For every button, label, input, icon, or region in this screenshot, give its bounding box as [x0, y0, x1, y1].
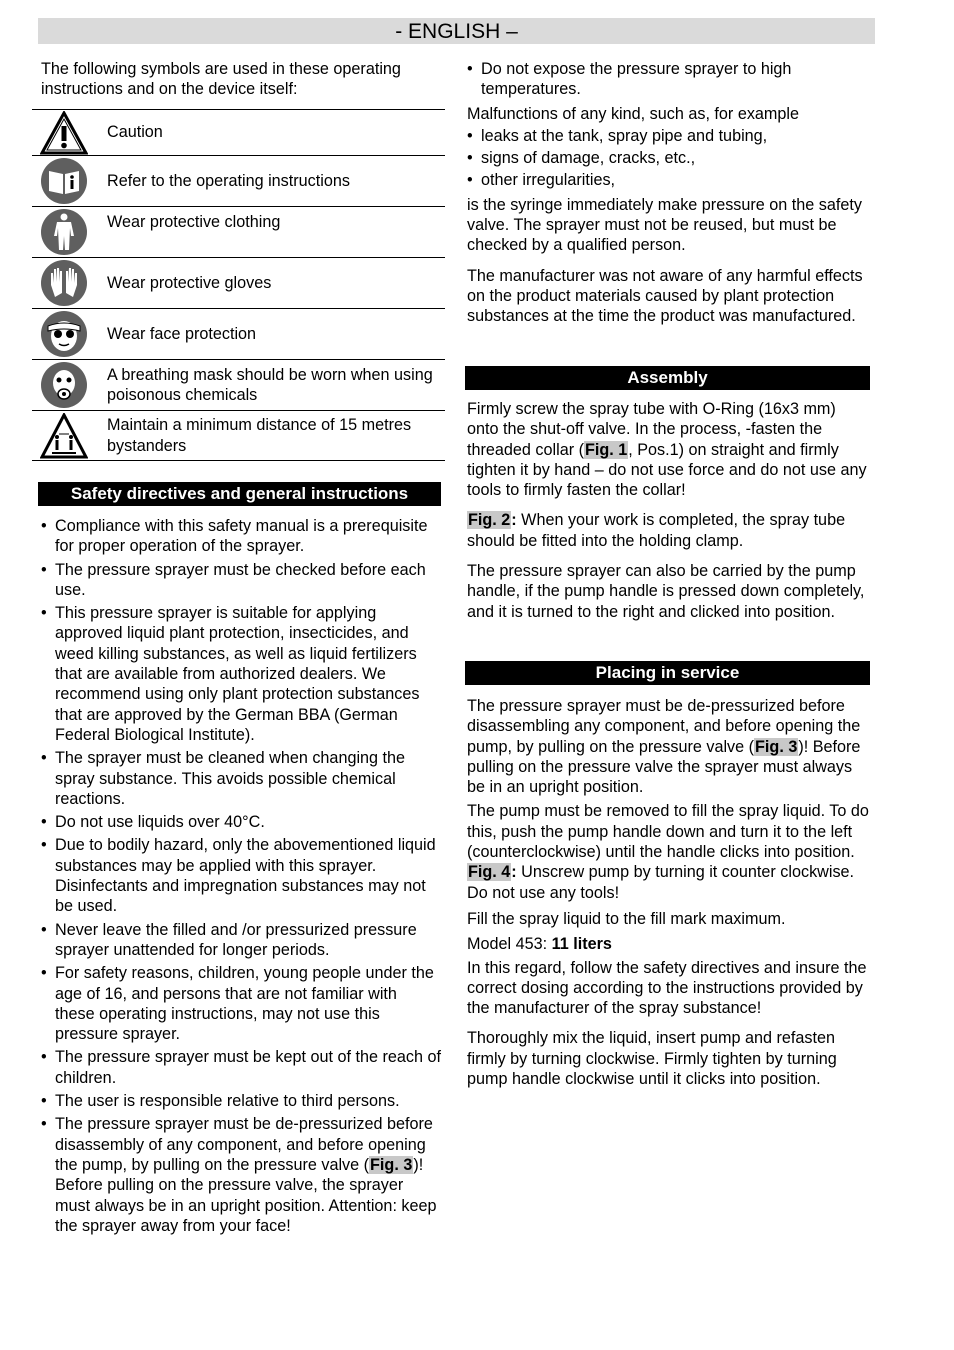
figure-reference: Fig. 2 [468, 511, 511, 530]
symbol-row-distance [32, 411, 445, 461]
symbol-row-instructions [32, 156, 445, 207]
operating-instructions-icon [32, 157, 96, 205]
safety-section [38, 482, 441, 1236]
symbol-row-clothing [32, 207, 445, 258]
list-item: • signs of damage, cracks, etc., [467, 148, 870, 168]
list-item: • Due to bodily hazard, only the abovementioned liquid substances may be applied with this sprayer. Disinfectants and impregnation substances may not be used. [41, 835, 441, 916]
assembly-paragraph [467, 399, 870, 500]
malfunctions-intro: Malfunctions of any kind, such as, for example [467, 104, 800, 123]
malfunctions-after: is the syringe immediately make pressure on the safety valve. The sprayer must not be reused, but must be checked by a qualified person. [467, 195, 862, 255]
symbols-intro: The following symbols are used in these operating instructions and on the device itself: [41, 60, 401, 99]
service-paragraph: Thoroughly mix the liquid, insert pump and refasten firmly by turning clockwise. Firmly tighten by turning pump handle clockwise until it clicks into position. [467, 1029, 837, 1089]
figure-reference: Fig. 3 [755, 737, 798, 756]
list-item: • This pressure sprayer is suitable for applying approved liquid plant protection, insecticides, and weed killing substances, as well as liquid fertilizers that are available from authorized dealers. We recommend using only plant protection substances that are approved by the German BBA (German Federal Biological Institute). [41, 603, 441, 745]
text-span: Firmly screw the spray tube with O-Ring (16x3 mm) onto the shut-off valve. In the process, -fasten the threaded collar ( [467, 400, 836, 459]
section-title-assembly: Assembly [465, 366, 870, 390]
section-title-service: Placing in service [465, 661, 870, 685]
symbol-label: Refer to the operating instructions [107, 171, 350, 190]
symbol-row-mask [32, 360, 445, 411]
symbol-label: Wear protective clothing [107, 213, 281, 231]
distance-warning-icon [32, 413, 96, 459]
caution-triangle-icon [32, 111, 96, 155]
manufacturer-note: The manufacturer was not aware of any harmful effects on the product materials caused by plant protection substances at the time the product was manufactured. [467, 266, 863, 326]
text-span: : [511, 511, 517, 530]
symbol-row-caution [32, 110, 445, 156]
symbol-label: Maintain a minimum distance of 15 metres bystanders [107, 416, 412, 455]
text-span: , Pos.1) on straight and firmly tighten it by hand – do not use force and do not use any tools to firmly fasten the collar! [467, 440, 867, 500]
safety-list [41, 516, 441, 1236]
figure-reference: Fig. 4 [468, 863, 511, 882]
list-item: • The pressure sprayer must be kept out of the reach of children. [41, 1047, 441, 1088]
service-paragraph [467, 862, 870, 903]
protective-gloves-icon [32, 259, 96, 307]
text-span: Unscrew pump by turning it counter clockwise. Do not use any tools! [467, 863, 855, 902]
symbol-label: A breathing mask should be worn when using poisonous chemicals [107, 365, 433, 404]
assembly-body [467, 399, 870, 622]
model-capacity: 11 liters [551, 935, 612, 954]
malfunctions-list [467, 126, 870, 191]
list-item: • leaks at the tank, spray pipe and tubing, [467, 126, 870, 146]
text-span: The pressure sprayer must be de-pressurized before disassembling any component, and before opening the pump, by pulling on the pressure valve ( [467, 697, 861, 756]
assembly-paragraph [467, 510, 870, 551]
top-bullet-list [467, 59, 870, 100]
service-section [465, 661, 870, 685]
list-item: • The sprayer must be cleaned when changing the spray substance. This avoids possible chemical reactions. [41, 748, 441, 809]
list-item: • Do not use liquids over 40°C. [41, 812, 441, 832]
language-header: - ENGLISH – [38, 18, 875, 44]
face-protection-icon [32, 310, 96, 358]
protective-clothing-icon [32, 207, 96, 256]
symbol-row-gloves [32, 258, 445, 309]
right-column [467, 59, 870, 327]
symbol-label: Caution [107, 123, 163, 142]
service-paragraph [467, 696, 870, 797]
symbol-row-face [32, 309, 445, 360]
list-item: • The pressure sprayer must be checked before each use. [41, 560, 441, 601]
service-paragraph: In this regard, follow the safety directives and insure the correct dosing according to the instructions provided by the manufacturer of the spray substance! [467, 958, 867, 1018]
symbol-label: Wear protective gloves [107, 273, 272, 292]
text-span: : [511, 863, 517, 882]
text-span: )! Before pulling on the pressure valve, the sprayer must always be in an upright position. Attention: keep the sprayer away from your face! [55, 1155, 437, 1235]
service-paragraph: Fill the spray liquid to the fill mark maximum. [467, 909, 786, 928]
breathing-mask-icon [32, 361, 96, 409]
list-item: • other irregularities, [467, 170, 870, 190]
left-column [41, 59, 441, 100]
figure-reference: Fig. 1 [584, 440, 628, 459]
list-item: • Never leave the filled and /or pressurized pressure sprayer unattended for longer periods. [41, 920, 441, 961]
assembly-section [465, 366, 870, 390]
service-paragraph: The pump must be removed to fill the spray liquid. To do this, push the pump handle down and turn it to the left (counterclockwise) until the handle clicks into position. [467, 802, 869, 862]
service-paragraph [467, 934, 870, 954]
service-body [467, 696, 870, 1089]
symbols-table [32, 109, 445, 461]
figure-reference: Fig. 3 [370, 1155, 413, 1174]
list-item: • Do not expose the pressure sprayer to high temperatures. [467, 59, 870, 100]
list-item [41, 1114, 441, 1236]
list-item: • For safety reasons, children, young people under the age of 16, and persons that are not familiar with these operating instructions, may not use this pressure sprayer. [41, 963, 441, 1044]
symbol-label: Wear face protection [107, 324, 257, 343]
text-span: When your work is completed, the spray tube should be fitted into the holding clamp. [467, 511, 846, 550]
list-item: • The user is responsible relative to third persons. [41, 1091, 441, 1111]
section-title-safety: Safety directives and general instructions [38, 482, 441, 506]
list-item: • Compliance with this safety manual is a prerequisite for proper operation of the sprayer. [41, 516, 441, 557]
text-span: The pressure sprayer must be de-pressurized before disassembly of any component, and before opening the pump, by pulling on the pressure valve ( [55, 1115, 433, 1174]
model-label: Model 453: [467, 935, 552, 954]
assembly-paragraph: The pressure sprayer can also be carried by the pump handle, if the pump handle is pressed down completely, and it is turned to the right and clicked into position. [467, 562, 865, 621]
text-span: )! Before pulling on the pressure valve the sprayer must always be in an upright position. [467, 737, 861, 797]
